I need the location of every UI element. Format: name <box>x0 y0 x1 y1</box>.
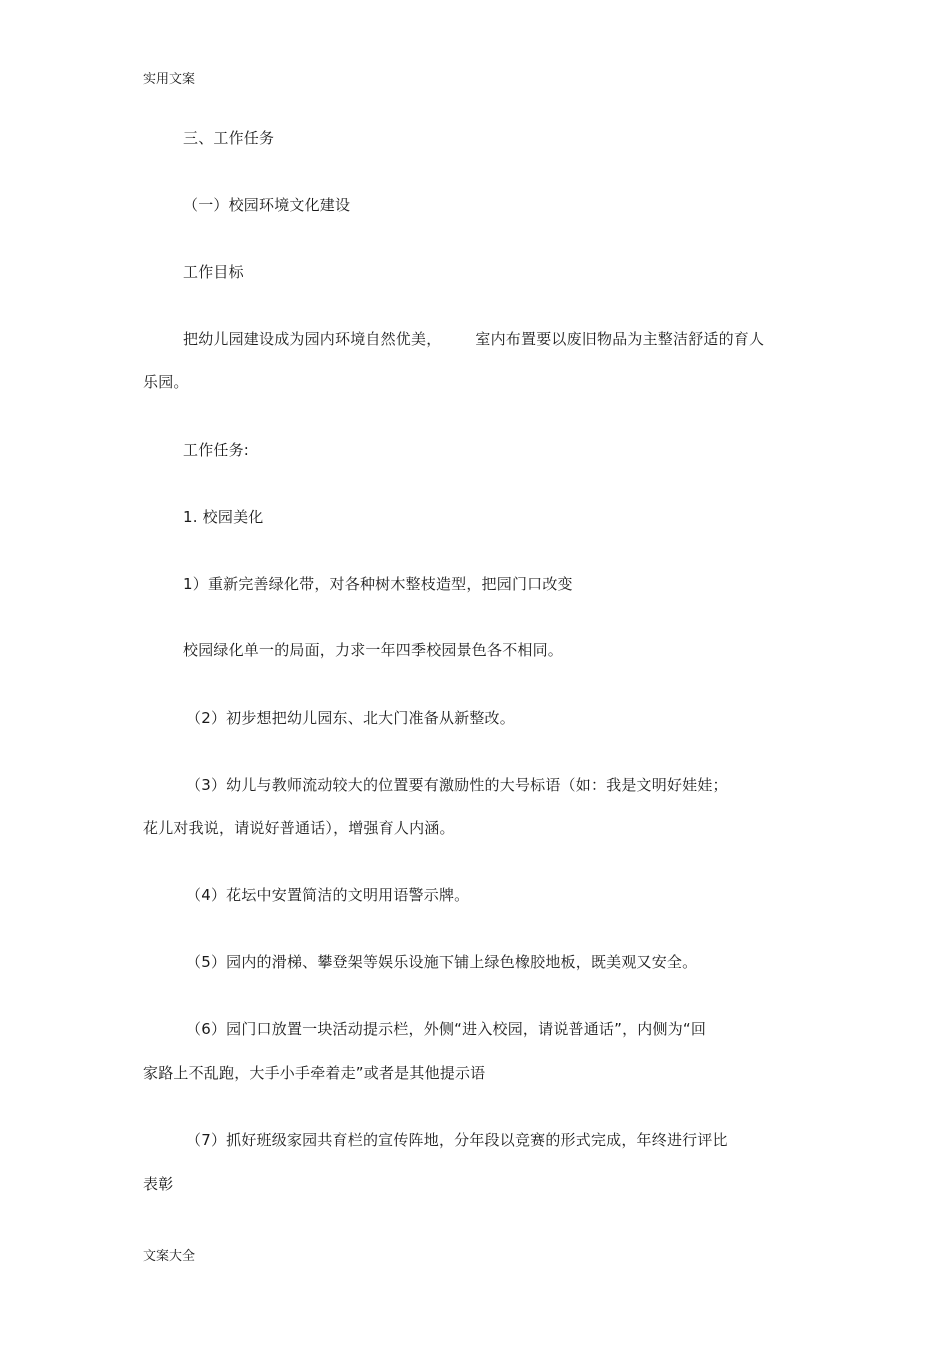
item-3-line-2: 花儿对我说，请说好普通话），增强育人内涵。 <box>143 819 455 837</box>
goal-label: 工作目标 <box>183 263 244 281</box>
item-4: （4）花坛中安置简洁的文明用语警示牌。 <box>186 886 470 904</box>
item-1-title: 1. 校园美化 <box>183 508 264 526</box>
goal-paragraph-line-1 <box>183 329 764 349</box>
section-title: 三、工作任务 <box>183 129 275 147</box>
sub-title: （一）校园环境文化建设 <box>183 196 351 214</box>
item-7-line-2: 表彰 <box>143 1175 174 1193</box>
item-1-1-line-1: 1）重新完善绿化带，对各种树木整枝造型，把园门口改变 <box>183 575 573 593</box>
item-5: （5）园内的滑梯、攀登架等娱乐设施下铺上绿色橡胶地板，既美观又安全。 <box>186 953 698 971</box>
goal-line-1-part-b: 室内布置要以废旧物品为主整洁舒适的育人 <box>475 330 765 348</box>
item-7-line-1: （7）抓好班级家园共育栏的宣传阵地，分年段以竞赛的形式完成，年终进行评比 <box>186 1131 728 1149</box>
goal-line-1-part-a: 把幼儿园建设成为园内环境自然优美， <box>183 330 442 348</box>
page-header: 实用文案 <box>143 72 196 87</box>
goal-paragraph-line-2: 乐园。 <box>143 373 189 391</box>
item-6-line-1: （6）园门口放置一块活动提示栏，外侧“进入校园，请说普通话”，内侧为“回 <box>186 1020 707 1038</box>
item-1-1-line-2: 校园绿化单一的局面，力求一年四季校园景色各不相同。 <box>183 641 564 659</box>
item-3-line-1: （3）幼儿与教师流动较大的位置要有激励性的大号标语（如：我是文明好娃娃； <box>186 776 728 794</box>
page-footer: 文案大全 <box>143 1249 196 1264</box>
task-label: 工作任务: <box>183 441 250 459</box>
item-6-line-2: 家路上不乱跑，大手小手牵着走”或者是其他提示语 <box>143 1064 486 1082</box>
item-2: （2）初步想把幼儿园东、北大门准备从新整改。 <box>186 709 515 727</box>
